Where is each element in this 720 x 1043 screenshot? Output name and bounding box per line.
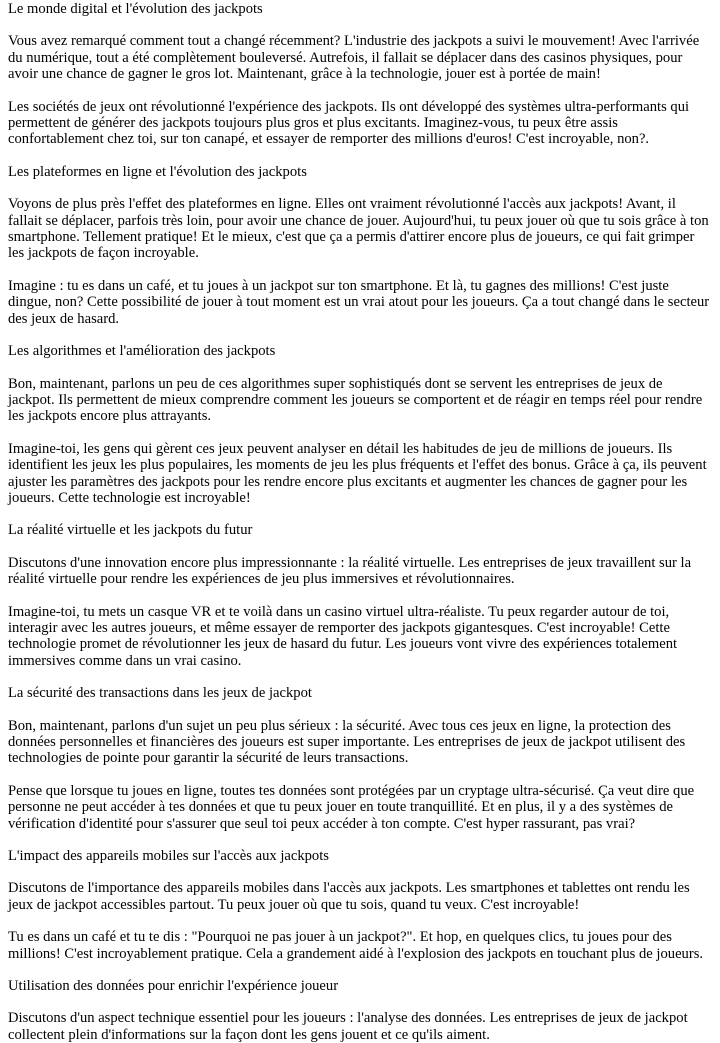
paragraph: Discutons d'une innovation encore plus impressionnante : la réalité virtuelle. Les entreprises de jeux travaillent sur la réalité virtuelle pour rendre les expériences de jeu plus immersives et révolutionnaires. <box>8 554 692 588</box>
section-heading: Utilisation des données pour enrichir l'expérience joueur <box>8 978 339 995</box>
paragraph: Bon, maintenant, parlons un peu de ces algorithmes super sophistiqués dont se servent les entreprises de jeux de jackpot. Ils permettent de mieux comprendre comment les joueurs se comportent et de réagir en temps réel pour rendre les jackpots encore plus attrayants. <box>8 375 703 425</box>
section-algorithms <box>8 343 712 506</box>
section-virtual-reality <box>8 522 712 669</box>
paragraph: Pense que lorsque tu joues en ligne, toutes tes données sont protégées par un cryptage ultra-sécurisé. Ça veut dire que personne ne peut accéder à tes données et que tu peux jouer en toute tranquillité. Et en plus, il y a des systèmes de vérification d'identité pour s'assurer que seul toi peux accéder à ton compte. C'est hyper rassurant, pas vrai? <box>8 782 695 832</box>
section-heading: L'impact des appareils mobiles sur l'accès aux jackpots <box>8 848 329 865</box>
paragraph: Vous avez remarqué comment tout a changé récemment? L'industrie des jackpots a suivi le mouvement! Avec l'arrivée du numérique, tout a été complètement bouleversé. Autrefois, il fallait se déplacer dans des casinos physiques, pour avoir une chance de gagner le gros lot. Maintenant, grâce à la technologie, jouer est à portée de main! <box>8 33 700 83</box>
paragraph: Discutons d'un aspect technique essentiel pour les joueurs : l'analyse des données. Les entreprises de jeux de jackpot collectent plein d'informations sur la façon dont les gens jouent et ce qu'ils aiment. <box>8 1010 688 1043</box>
section-security <box>8 685 712 832</box>
paragraph: Imagine-toi, tu mets un casque VR et te voilà dans un casino virtuel ultra-réaliste. Tu peux regarder autour de toi, interagir avec les autres joueurs, et même essayer de remporter des jackpots gigantesques. C'est incroyable! Cette technologie promet de révolutionner les jeux de hasard du futur. Les joueurs vont vivre des expériences totalement immersives comme dans un vrai casino. <box>8 603 678 669</box>
paragraph: Les sociétés de jeux ont révolutionné l'expérience des jackpots. Ils ont développé des systèmes ultra-performants qui permettent de générer des jackpots toujours plus gros et plus excitants. Imaginez-vous, tu peux être assis confortablement chez toi, sur ton canapé, et essayer de remporter des millions d'euros! C'est incroyable, non?. <box>8 98 690 148</box>
section-heading: La sécurité des transactions dans les jeux de jackpot <box>8 685 312 702</box>
paragraph: Bon, maintenant, parlons d'un sujet un peu plus sérieux : la sécurité. Avec tous ces jeux en ligne, la protection des données personnelles et financières des joueurs est super importante. Les entreprises de jeux de jackpot utilisent des technologies de pointe pour garantir la sécurité de leurs transactions. <box>8 717 686 767</box>
section-heading: Les algorithmes et l'amélioration des jackpots <box>8 343 276 360</box>
section-heading: Le monde digital et l'évolution des jackpots <box>8 1 263 17</box>
section-data <box>8 978 712 1043</box>
paragraph: Discutons de l'importance des appareils mobiles dans l'accès aux jackpots. Les smartphones et tablettes ont rendu les jeux de jackpot accessibles partout. Tu peux jouer où que tu sois, quand tu veux. C'est incroyable! <box>8 880 690 913</box>
section-heading: La réalité virtuelle et les jackpots du futur <box>8 522 253 539</box>
section-mobile <box>8 848 712 962</box>
paragraph: Tu es dans un café et tu te dis : "Pourquoi ne pas jouer à un jackpot?". Et hop, en quelques clics, tu joues pour des millions! C'est incroyablement pratique. Cela a grandement aidé à l'explosion des jackpots en touchant plus de joueurs. <box>8 929 704 962</box>
section-digital <box>8 1 712 148</box>
section-heading: Les plateformes en ligne et l'évolution des jackpots <box>8 163 307 180</box>
paragraph: Voyons de plus près l'effet des plateformes en ligne. Elles ont vraiment révolutionné l'accès aux jackpots! Avant, il fallait se déplacer, parfois très loin, pour avoir une chance de jouer. Aujourd'hui, tu peux jouer où que tu sois grâce à ton smartphone. Tellement pratique! Et le mieux, c'est que ça a permis d'attirer encore plus de joueurs, ce qui fait grimper les jackpots de façon incroyable. <box>8 196 709 262</box>
paragraph: Imagine-toi, les gens qui gèrent ces jeux peuvent analyser en détail les habitudes de jeu de millions de joueurs. Ils identifient les jeux les plus populaires, les moments de jeu les plus fréquents et l'effet des bonus. Grâce à ça, ils peuvent ajuster les paramètres des jackpots pour les rendre encore plus excitants et augmenter les chances de gagner pour les joueurs. Cette technologie est incroyable! <box>8 440 707 506</box>
paragraph: Imagine : tu es dans un café, et tu joues à un jackpot sur ton smartphone. Et là, tu gagnes des millions! C'est juste dingue, non? Cette possibilité de jouer à tout moment est un vrai atout pour les joueurs. Ça a tout changé dans le secteur des jeux de hasard. <box>8 277 710 327</box>
section-online-platforms <box>8 164 712 327</box>
